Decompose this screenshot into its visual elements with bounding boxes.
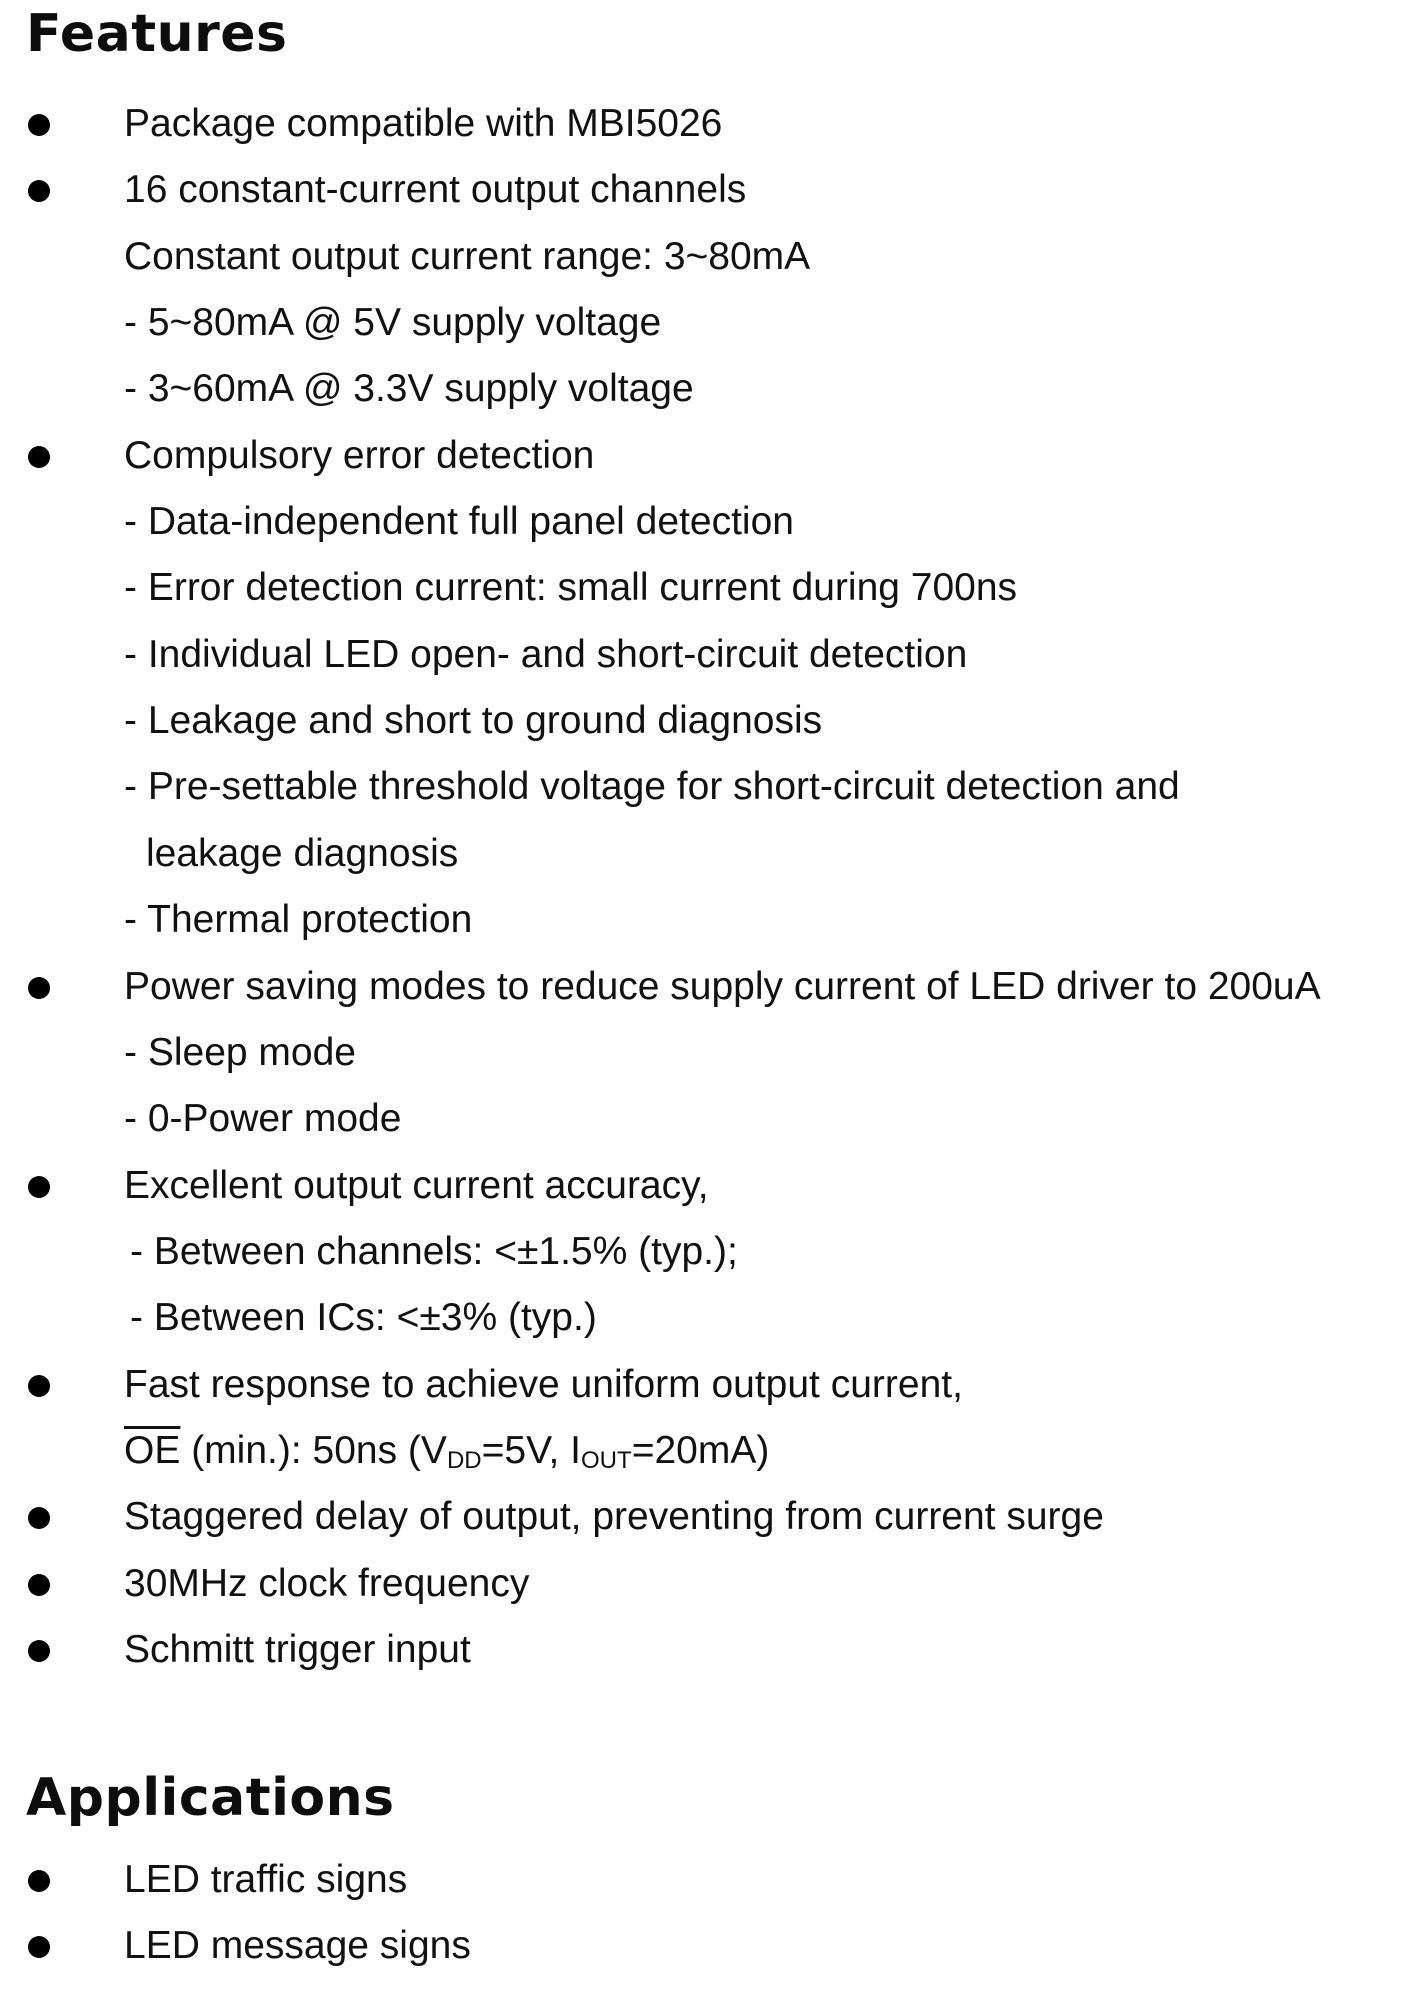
bullet-icon: [28, 446, 50, 468]
bullet-icon: [28, 114, 50, 136]
vdd-subscript: DD: [446, 1447, 482, 1474]
feature-subtext: - Between channels: <±1.5% (typ.);: [130, 1230, 738, 1273]
oe-timing-text: $\overline{OE}$ (min.): 50ns ($V_{DD}=5V$, $I_{OUT}=20mA$): [124, 1429, 770, 1474]
feature-subtext: - Between ICs: <±3% (typ.): [130, 1296, 597, 1339]
bullet-icon: [28, 1936, 50, 1958]
feature-subtext: leakage diagnosis: [146, 832, 459, 875]
feature-text: Staggered delay of output, preventing from current surge: [124, 1495, 1104, 1538]
feature-text: Excellent output current accuracy,: [124, 1164, 709, 1207]
features-heading: Features: [26, 4, 288, 64]
bullet-icon: [28, 180, 50, 202]
feature-subtext: - Thermal protection: [124, 898, 473, 941]
bullet-icon: [28, 1507, 50, 1529]
feature-subtext: - 0-Power mode: [124, 1097, 402, 1140]
bullet-icon: [28, 1640, 50, 1662]
feature-subtext: - Individual LED open- and short-circuit detection: [124, 633, 968, 676]
feature-subtext: - Leakage and short to ground diagnosis: [124, 699, 823, 742]
bullet-icon: [28, 1870, 50, 1892]
bullet-icon: [28, 1574, 50, 1596]
feature-text: Compulsory error detection: [124, 434, 595, 477]
feature-text: 16 constant-current output channels: [124, 168, 747, 211]
feature-text: Schmitt trigger input: [124, 1628, 471, 1671]
feature-text: Power saving modes to reduce supply current of LED driver to 200uA: [124, 965, 1321, 1008]
applications-heading: Applications: [26, 1768, 395, 1828]
feature-subtext: Constant output current range: 3~80mA: [124, 235, 811, 278]
application-text: LED message signs: [124, 1924, 471, 1967]
application-text: LED traffic signs: [124, 1858, 408, 1901]
iout-subscript: OUT: [581, 1447, 632, 1474]
feature-text: Package compatible with MBI5026: [124, 102, 723, 145]
bullet-icon: [28, 977, 50, 999]
feature-subtext: - Error detection current: small current during 700ns: [124, 566, 1018, 609]
bullet-icon: [28, 1176, 50, 1198]
oe-signal-label: $\overline{OE}$: [124, 1429, 181, 1472]
feature-text: Fast response to achieve uniform output current,: [124, 1363, 963, 1406]
bullet-icon: [28, 1375, 50, 1397]
feature-subtext: - 3~60mA @ 3.3V supply voltage: [124, 367, 694, 410]
feature-subtext: - Data-independent full panel detection: [124, 500, 794, 543]
feature-text: 30MHz clock frequency: [124, 1562, 530, 1605]
feature-subtext: - Pre-settable threshold voltage for short-circuit detection and: [124, 765, 1180, 808]
feature-subtext: - 5~80mA @ 5V supply voltage: [124, 301, 662, 344]
feature-subtext: - Sleep mode: [124, 1031, 356, 1074]
